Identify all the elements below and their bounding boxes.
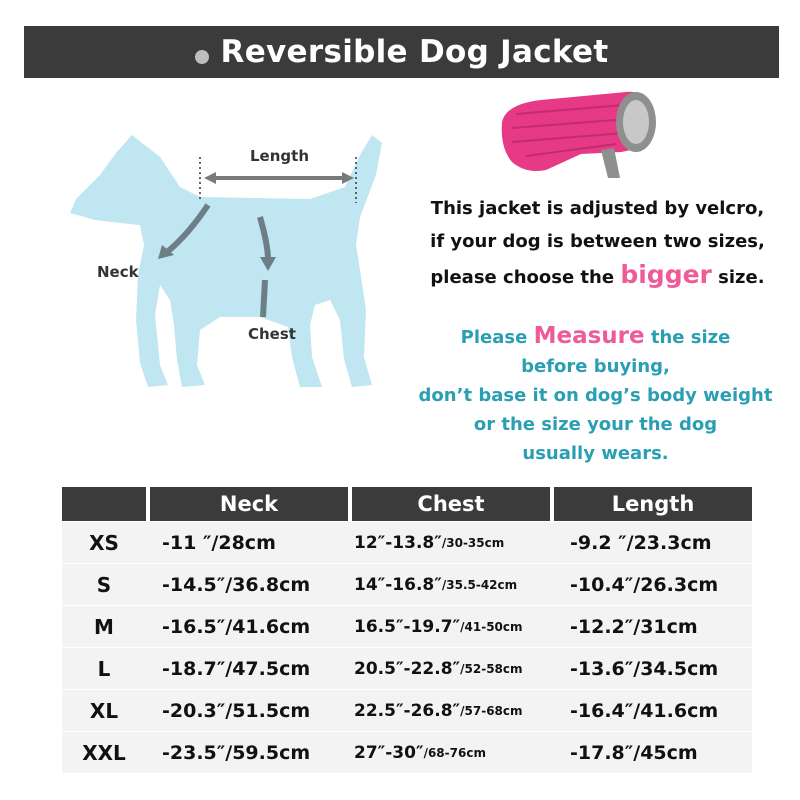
- table-row: [62, 690, 752, 731]
- velcro-note-line2: if your dog is between two sizes,: [430, 231, 765, 252]
- measure-note-line5: usually wears.: [522, 443, 669, 464]
- length-label: Length: [250, 147, 309, 165]
- chest-cm: /57-68cm: [460, 703, 523, 718]
- neck-cell: -16.5″/41.6cm: [162, 615, 311, 638]
- chest-cell: [348, 522, 550, 563]
- measure-note-line4: or the size your the dog: [473, 414, 718, 435]
- velcro-note: [410, 192, 785, 294]
- chest-cell: [348, 564, 550, 605]
- chest-cm: /41-50cm: [460, 619, 523, 634]
- size-cell: XL: [89, 698, 119, 723]
- chest-cm: /35.5-42cm: [441, 577, 518, 592]
- table-row: [62, 522, 752, 563]
- size-cell: XS: [89, 530, 119, 555]
- length-cell: -9.2 ″/23.3cm: [570, 531, 712, 554]
- table-row: [62, 564, 752, 605]
- length-cell: -16.4″/41.6cm: [570, 699, 719, 722]
- page-title: Reversible Dog Jacket: [220, 34, 609, 70]
- header-blank-cell: [62, 487, 146, 521]
- title-bar: [24, 26, 779, 78]
- velcro-note-line3: [410, 258, 785, 294]
- jacket-image: [496, 82, 666, 186]
- velcro-note-line3-pre: please choose the: [430, 267, 621, 288]
- neck-cell: -18.7″/47.5cm: [162, 657, 311, 680]
- length-cell: -12.2″/31cm: [570, 615, 698, 638]
- neck-cell: -11 ″/28cm: [162, 531, 276, 554]
- size-table-header: [62, 487, 752, 521]
- length-cell: -17.8″/45cm: [570, 741, 698, 764]
- length-cell: -10.4″/26.3cm: [570, 573, 719, 596]
- chest-inch: 12″-13.8″: [354, 532, 442, 553]
- chest-cm: /52-58cm: [460, 661, 523, 676]
- header-length: Length: [611, 492, 695, 516]
- measure-note-line1-post: the size: [644, 327, 731, 348]
- dog-measurement-diagram: [60, 95, 420, 425]
- neck-cell: -23.5″/59.5cm: [162, 741, 311, 764]
- measure-note-line1-pre: Please: [460, 327, 534, 348]
- chest-cell: [348, 606, 550, 647]
- measure-note-line2: before buying,: [521, 356, 670, 377]
- measure-note: [408, 322, 783, 468]
- chest-cell: [348, 732, 550, 773]
- size-cell: S: [96, 572, 112, 597]
- chest-inch: 22.5″-26.8″: [354, 700, 461, 721]
- bullet-dot-icon: [195, 50, 209, 64]
- table-row: [62, 732, 752, 773]
- dog-silhouette-icon: [60, 95, 420, 425]
- chest-cm: /68-76cm: [423, 745, 486, 760]
- size-cell: M: [94, 614, 114, 639]
- velcro-note-line1: This jacket is adjusted by velcro,: [430, 198, 765, 219]
- chest-inch: 14″-16.8″: [354, 574, 442, 595]
- velcro-note-line3-post: size.: [711, 267, 765, 288]
- chest-cell: [348, 648, 550, 689]
- chest-cm: /30-35cm: [441, 535, 505, 550]
- chest-inch: 16.5″-19.7″: [354, 616, 461, 637]
- measure-note-line1: [408, 322, 783, 352]
- length-cell: -13.6″/34.5cm: [570, 657, 719, 680]
- neck-cell: -14.5″/36.8cm: [162, 573, 311, 596]
- measure-note-line3: don’t base it on dog’s body weight: [418, 385, 773, 406]
- chest-inch: 27″-30″: [354, 742, 424, 763]
- chest-inch: 20.5″-22.8″: [354, 658, 461, 679]
- chest-label: Chest: [248, 325, 296, 343]
- neck-label: Neck: [97, 263, 139, 281]
- size-cell: XXL: [82, 740, 126, 765]
- chest-cell: [348, 690, 550, 731]
- header-neck: Neck: [219, 492, 279, 516]
- header-chest: Chest: [417, 492, 485, 516]
- measure-highlight: Measure: [533, 323, 645, 349]
- table-row: [62, 606, 752, 647]
- pink-jacket-icon: [496, 82, 666, 182]
- neck-cell: -20.3″/51.5cm: [162, 699, 311, 722]
- bigger-highlight: bigger: [620, 260, 712, 289]
- size-table: [62, 487, 752, 773]
- size-cell: L: [97, 656, 111, 681]
- table-row: [62, 648, 752, 689]
